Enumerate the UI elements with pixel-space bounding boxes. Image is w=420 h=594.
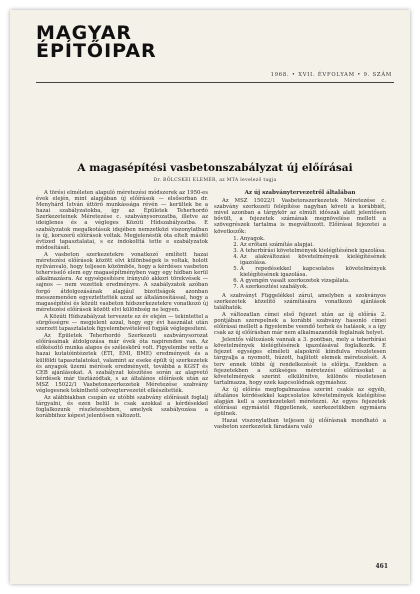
header-rule [36, 82, 394, 83]
list-item: 6. A gyengén vasalt szerkezetek vizsgálata. [240, 278, 386, 284]
right-column [214, 190, 386, 432]
paragraph: Hazai viszonylatban teljesen új előírásnak mondható a vasbeton szerkezetek fáradásra való [214, 418, 386, 431]
paragraph: A változatlan címei első fejezet után az új előírás 2. pontjában szerepelnek a korábbi szabvány hasonló címei előírásai mellett a figyelembe veendő terhek és hatások, s a így csak az új előírásban már nem alkalmazandók foglalnak helyet. [214, 311, 386, 337]
paragraph: A törési elméleten alapuló méretezési módszerek az 1950-es évek elején, mint alapjában új előírások — elsősorban dr. Menyhárd István úttörő munkássága révén — kerültek be a hazai szabályzatokba, így az Épületek Teherhordó Szerkezeteinek Méretezése c. szabványsorozatba, illetve az ideiglenes és a végleges Közúti Hídszabályzatba. E szabályzatok megalkotásuk idejében nemzetközi viszonylatban is új, korszerű előírások voltak. Megjelenésük óta eltelt másfél évtized tapasztalatai, s ez indokolttá tette e szabályzatok módosítását. [36, 190, 208, 251]
article-title: A magasépítési vasbetonszabályzat új előírásai [77, 162, 353, 174]
chapter-list [214, 236, 386, 291]
paragraph: A szabványt Függelékkel zárul, amelyben a szokványos szerkezetek közelítő számítására vonatkozó ajánlások találhatók. [214, 292, 386, 311]
masthead-line2: ÉPÍTŐIPAR [36, 40, 157, 62]
list-item: 7. A szerkesztési szabályok. [240, 284, 386, 290]
paragraph: Az új előírás megfogalmazása szerint csakis az egyéb, általános kérdésekkel kapcsolatos követelmények kielégítése alapján kell a szerkezeteket méretezni. Az egyes fejezetek előírásai egymástól függetlenek, szerkezetükben egymásra épülnek. [214, 386, 386, 418]
paragraph: A Közúti Hídszabályzat tervezete ez év elején — tekintettel a sürgősségre — megjelent azzal, hogy egy évi használat után szerzett tapasztalatok figyelembevételével fogják véglegesíteni. [36, 313, 208, 333]
paragraph: Az Épületek Teherhordó Szerkezeti szabványsorozat előírásainak átdolgozása már évek óta napirenden van. Az előkészítő munka alapos és széleskörű volt. Figyelembe vette a hazai kutatóintézetek (ÉTI, ÉMI, BME) eredményeit és a külföldi tapasztalatokat, valamint az eseke épült új szerkezetek és anyagok üzemi mérések eredményeit, továbbá a KGST és CEB ajánlásokat. A szabályzat készítése során az alapvető kérdések már tisztázódtak, s az általános előírások után az MSZ 15022/1 Vasbetonszerkezetek Méretezése szabvány véglegesnek tekinthető szövegtervezetét elkészítették. [36, 333, 208, 394]
paragraph: Az alábbiakban csupán ez utóbbi szabvány előírásait foglalj tárgyalni, és ezen belül is csak azokkal a kérdésekkel foglalkozunk részletesebben, amelyek szabályozása a korábbihoz képest jelentősen változott. [36, 395, 208, 420]
paragraph: A vasbeton szerkezetekre vonatkozó említett hazai méretezési előírások között elvi különbségek is voltak, holott nyilvánvaló, hogy teljesen közömbös, hogy a kérdéses vasbeton teherviselő elem egy magasépítményben vagy egy hídban kerül alkalmazásra. Az egységesítésre irányuló akkori törekvések — sajnos — nem vezettek eredményre. A szabályzatok azóban forgó átdolgozásának alapjául bizottságok azonban messzemenően egyeztettették azzal az általánosítással, hogy a magasépítési és közúti vasbeton hídszerkezetekre vonatkozó új méretezési előírások között elvi különbség ne legyen. [36, 251, 208, 313]
paragraph: Jelentős változások vannak a 3. pontban, mely a teherbírási követelmények kielégítésének igazolásával foglalkozik. E fejezet egységes elméleti alapokról kiindulva részletesen tárgyalja a nyomott, húzott, hajlított elemek méretezését. A terv ennek többi új rendelkezését is előírja. Ezekben a fejezetekben a szükséges méretezési előírásokat a követelmények szerint elkülönítve, különös részletesen tartalmazza, hogy ezek kapcsolódnak egymáshoz. [214, 337, 386, 386]
masthead-line1: MAGYAR [36, 22, 133, 44]
magazine-page [10, 10, 410, 584]
list-item: 2. Az erőtani számítás alapjai. [240, 242, 386, 248]
page-number: 461 [375, 563, 388, 570]
list-item: 3. A teherbírási követelmények kielégítésének igazolása. [240, 248, 386, 254]
paragraph: Az MSZ 15022/1 Vasbetonszerkezetek Méretezése c. szabvány szerkezeti felépítése nagyban követi a korábbiét, mivel azonban a tárgykör az elmúlt időszak alatt jelentősen bővült, a fejezetek számának megnövelése mellett a szövegrészek tartalma is megváltozott. Előírásai fejezetei a következők: [214, 198, 386, 235]
article-author: Dr. BÖLCSKEI ELEMÉR, az MTA levelező tagja [153, 178, 277, 183]
list-item: 4. Az alakváltozási követelmények kielégítésének igazolása. [240, 254, 386, 266]
masthead [36, 24, 157, 60]
section-heading: Az új szabványtervezetről általában [244, 190, 356, 196]
list-item: 5. A repedésekkel kapcsolatos követelmények kielégítésének igazolása. [240, 266, 386, 278]
left-column [36, 190, 208, 420]
list-item: 1. Anyagok. [240, 236, 386, 242]
issue-line: 1968. • XVII. ÉVFOLYAM • 9. SZÁM [270, 72, 392, 78]
